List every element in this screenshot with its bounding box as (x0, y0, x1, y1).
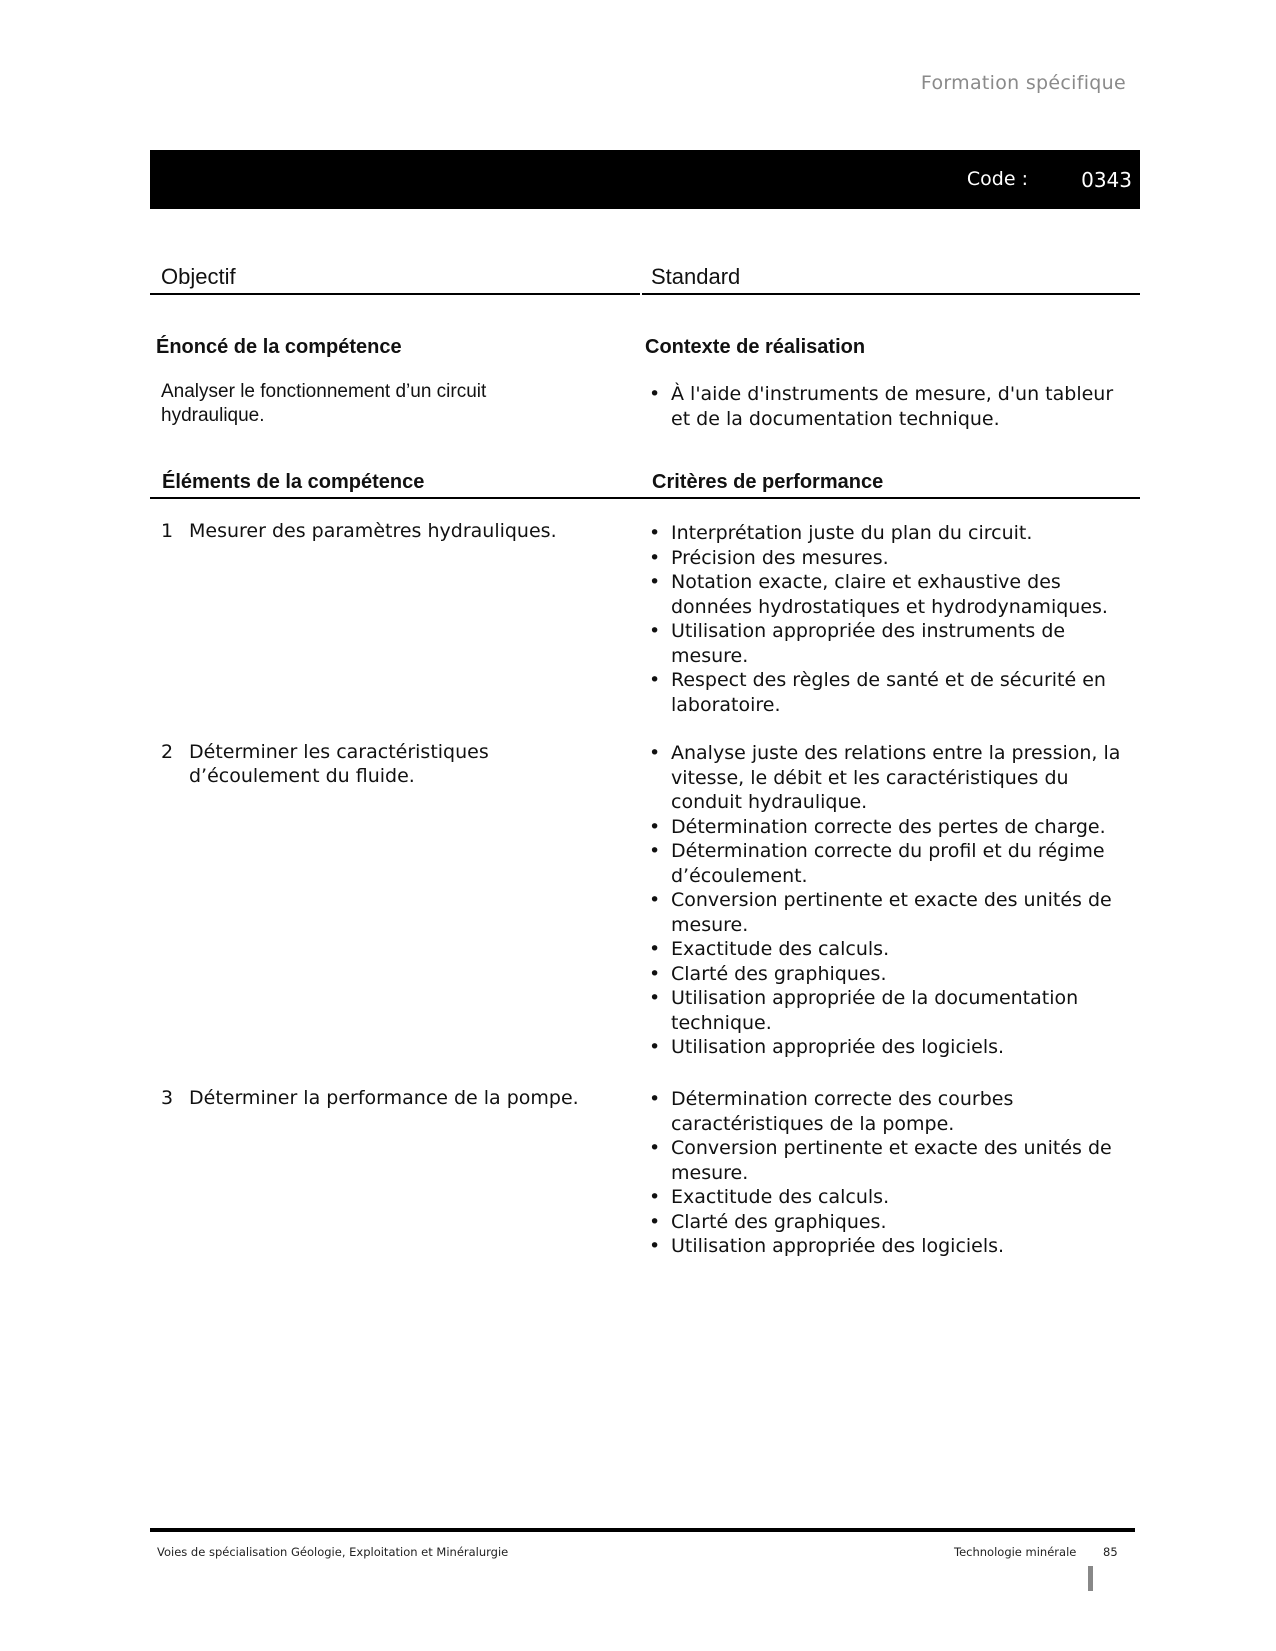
element-number: 2 (161, 741, 174, 763)
column-rule-left (150, 293, 640, 295)
margin-mark (1088, 1566, 1093, 1591)
list-item: • Analyse juste des relations entre la pression, la vitesse, le débit et les caractéristiques du conduit hydraulique. (646, 741, 1126, 815)
enonce-title: Énoncé de la compétence (156, 336, 402, 358)
enonce-text: Analyser le fonctionnement d’un circuit hydraulique. (161, 381, 487, 426)
list-item: • Notation exacte, claire et exhaustive des données hydrostatiques et hydrodynamiques. (646, 570, 1126, 619)
list-item: • À l'aide d'instruments de mesure, d'un tableur et de la documentation technique. (646, 382, 1126, 431)
list-item: • Utilisation appropriée des logiciels. (646, 1234, 1126, 1259)
list-item: • Conversion pertinente et exacte des unités de mesure. (646, 888, 1126, 937)
footer-rule (150, 1528, 1135, 1532)
element-text: Déterminer les caractéristiques d’écoulement du fluide. (189, 741, 489, 787)
criteres-title: Critères de performance (652, 471, 884, 493)
list-item: • Clarté des graphiques. (646, 1210, 1126, 1235)
list-item: • Interprétation juste du plan du circuit. (646, 521, 1126, 546)
criteria-list-1 (646, 521, 1126, 717)
column-rule-right (642, 293, 1140, 295)
section-label: Formation spécifique (920, 72, 1126, 94)
section-rule (150, 497, 1140, 499)
list-item: • Détermination correcte du profil et du régime d’écoulement. (646, 839, 1126, 888)
contexte-title: Contexte de réalisation (645, 336, 866, 358)
list-item: • Exactitude des calculs. (646, 1185, 1126, 1210)
criteria-list-3 (646, 1087, 1126, 1259)
criteria-list-2 (646, 741, 1126, 1060)
element-number: 3 (161, 1087, 174, 1109)
contexte-list (646, 382, 1126, 431)
element-number: 1 (161, 520, 174, 542)
list-item: • Conversion pertinente et exacte des unités de mesure. (646, 1136, 1126, 1185)
list-item: • Détermination correcte des pertes de charge. (646, 815, 1126, 840)
list-item: • Utilisation appropriée de la documentation technique. (646, 986, 1126, 1035)
page-number: 85 (1103, 1545, 1118, 1559)
footer-program-track: Voies de spécialisation Géologie, Exploitation et Minéralurgie (157, 1545, 509, 1559)
list-item: • Respect des règles de santé et de sécurité en laboratoire. (646, 668, 1126, 717)
column-objectif: Objectif (161, 264, 236, 289)
element-text: Déterminer la performance de la pompe. (189, 1087, 579, 1109)
code-bar (150, 150, 1140, 209)
element-text: Mesurer des paramètres hydrauliques. (189, 520, 557, 542)
code-value: 0343 (1081, 168, 1132, 192)
list-item: • Utilisation appropriée des logiciels. (646, 1035, 1126, 1060)
list-item: • Clarté des graphiques. (646, 962, 1126, 987)
list-item: • Utilisation appropriée des instruments de mesure. (646, 619, 1126, 668)
list-item: • Précision des mesures. (646, 546, 1126, 571)
list-item: • Détermination correcte des courbes caractéristiques de la pompe. (646, 1087, 1126, 1136)
elements-title: Éléments de la compétence (162, 471, 425, 493)
footer-program-name: Technologie minérale (954, 1545, 1077, 1559)
column-standard: Standard (651, 264, 741, 289)
list-item: • Exactitude des calculs. (646, 937, 1126, 962)
code-label: Code : (966, 168, 1028, 190)
